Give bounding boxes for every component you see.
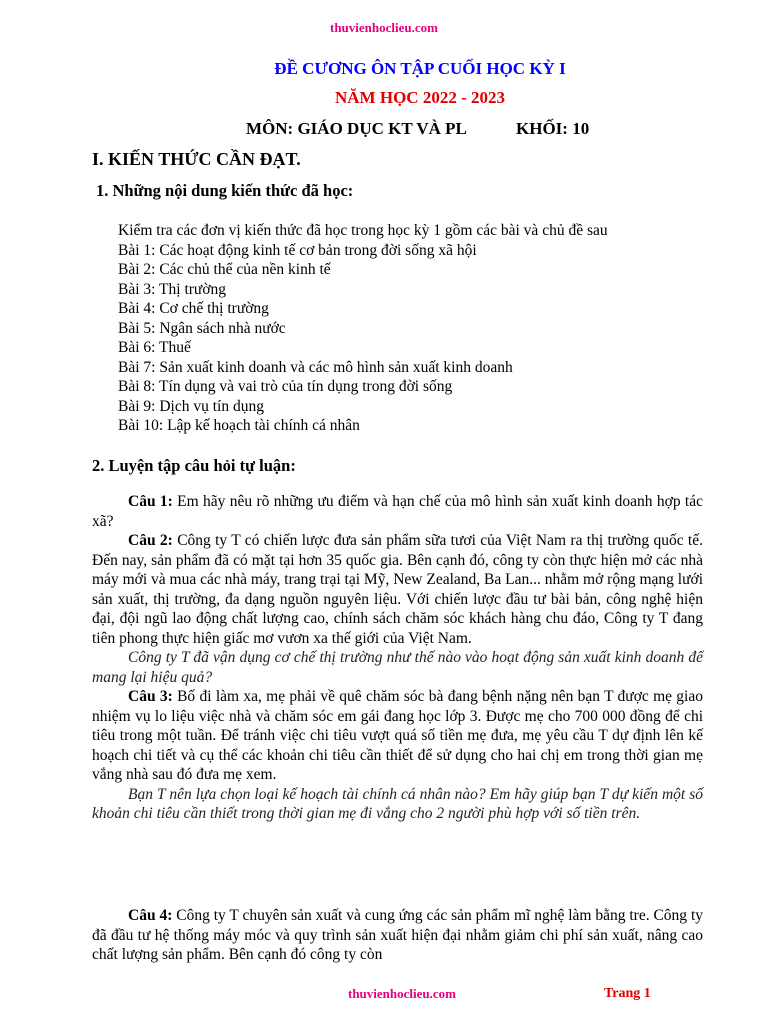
page-number: Trang 1	[604, 986, 651, 1001]
question-1	[92, 492, 703, 531]
subsection-heading: 2. Luyện tập câu hỏi tự luận:	[92, 456, 296, 475]
list-item: Bài 5: Ngân sách nhà nước	[118, 319, 286, 337]
list-item: Bài 9: Dịch vụ tín dụng	[118, 397, 264, 415]
list-item: Bài 10: Lập kế hoạch tài chính cá nhân	[118, 417, 360, 434]
list-item: Bài 3: Thị trường	[118, 280, 227, 298]
question-label: Câu 2:	[128, 532, 173, 549]
lesson-intro: Kiểm tra các đơn vị kiến thức đã học trong học kỳ 1 gồm các bài và chủ đề sau	[118, 222, 608, 239]
question-2	[92, 531, 703, 648]
question-label: Câu 4:	[128, 907, 173, 924]
site-header: thuvienhoclieu.com	[330, 20, 438, 35]
question-prompt: Bạn T nên lựa chọn loại kế hoạch tài chính cá nhân nào? Em hãy giúp bạn T dự kiến một số khoản chi tiêu cần thiết trong thời gian mẹ đi vắng cho 2 người phù hợp với số tiền trên.	[92, 785, 703, 822]
question-text: Bố đi làm xa, mẹ phải về quê chăm sóc bà đang bệnh nặng nên bạn T được mẹ giao nhiệm vụ lo liệu việc nhà và chăm sóc em gái đang học lớp 3. Được mẹ cho 700 000 đồng để chi tiêu trong một tuần. Để tránh việc chi tiêu vượt quá số tiền mẹ đưa, mẹ yêu cầu T dự định lên kế hoạch chi tiết và cụ thể các khoản chi tiêu cần thiết để sử dụng cho hai chị em trong thời gian mẹ vắng nhà sau đó đưa mẹ xem.	[92, 688, 703, 783]
question-prompt: Công ty T đã vận dụng cơ chế thị trường như thế nào vào hoạt động sản xuất kinh doanh để mang lại hiệu quả?	[92, 649, 703, 686]
question-text: Công ty T chuyên sản xuất và cung ứng các sản phẩm mĩ nghệ làm bằng tre. Công ty đã đầu tư hệ thống máy móc và quy trình sản xuất hiện đại nhằm giảm chi phí sản xuất, nâng cao chất lượng sản phẩm. Bên cạnh đó công ty còn	[92, 907, 704, 963]
list-item: Bài 8: Tín dụng và vai trò của tín dụng trong đời sống	[118, 378, 453, 395]
question-label: Câu 3:	[128, 688, 173, 705]
section-heading: I. KIẾN THỨC CẦN ĐẠT.	[92, 149, 301, 169]
document-title: ĐỀ CƯƠNG ÔN TẬP CUỐI HỌC KỲ I	[274, 59, 566, 78]
subject-label: MÔN: GIÁO DỤC KT VÀ PL	[246, 119, 467, 138]
question-text: Công ty T có chiến lược đưa sản phẩm sữa tươi của Việt Nam ra thị trường quốc tế. Đến nay, sản phẩm đã có mặt tại hơn 35 quốc gia. Bên cạnh đó, công ty còn thực hiện mở các nhà máy mới và mua các nhà máy, trang trại tại Mỹ, New Zealand, Ba Lan... nhằm mở rộng mạng lưới sản xuất, thị trường, đa dạng nguồn nguyên liệu. Với chiến lược đầu tư bài bản, công nghệ hiện đại, đội ngũ lao động chất lượng cao, chính sách chăm sóc khách hàng chu đáo, Công ty T đang tiên phong thực hiện giấc mơ vươn xa thế giới của Việt Nam.	[92, 532, 703, 647]
list-item: Bài 7: Sản xuất kinh doanh và các mô hình sản xuất kinh doanh	[118, 358, 513, 376]
question-label: Câu 1:	[128, 493, 173, 510]
question-4	[92, 906, 703, 965]
lesson-list	[118, 221, 608, 436]
grade-label: KHỐI: 10	[516, 119, 590, 138]
question-text: Em hãy nêu rõ những ưu điểm và hạn chế của mô hình sản xuất kinh doanh hợp tác xã?	[92, 493, 703, 530]
school-year: NĂM HỌC 2022 - 2023	[335, 88, 505, 107]
list-item: Bài 6: Thuế	[118, 339, 191, 356]
list-item: Bài 1: Các hoạt động kinh tế cơ bản trong đời sống xã hội	[118, 241, 477, 259]
list-item: Bài 4: Cơ chế thị trường	[118, 300, 269, 317]
questions-block	[92, 492, 703, 824]
questions-block-continued	[92, 906, 703, 965]
site-footer: thuvienhoclieu.com	[348, 986, 456, 1001]
question-3	[92, 687, 703, 785]
subsection-heading: 1. Những nội dung kiến thức đã học:	[96, 181, 354, 200]
list-item: Bài 2: Các chủ thể của nền kinh tế	[118, 261, 331, 278]
